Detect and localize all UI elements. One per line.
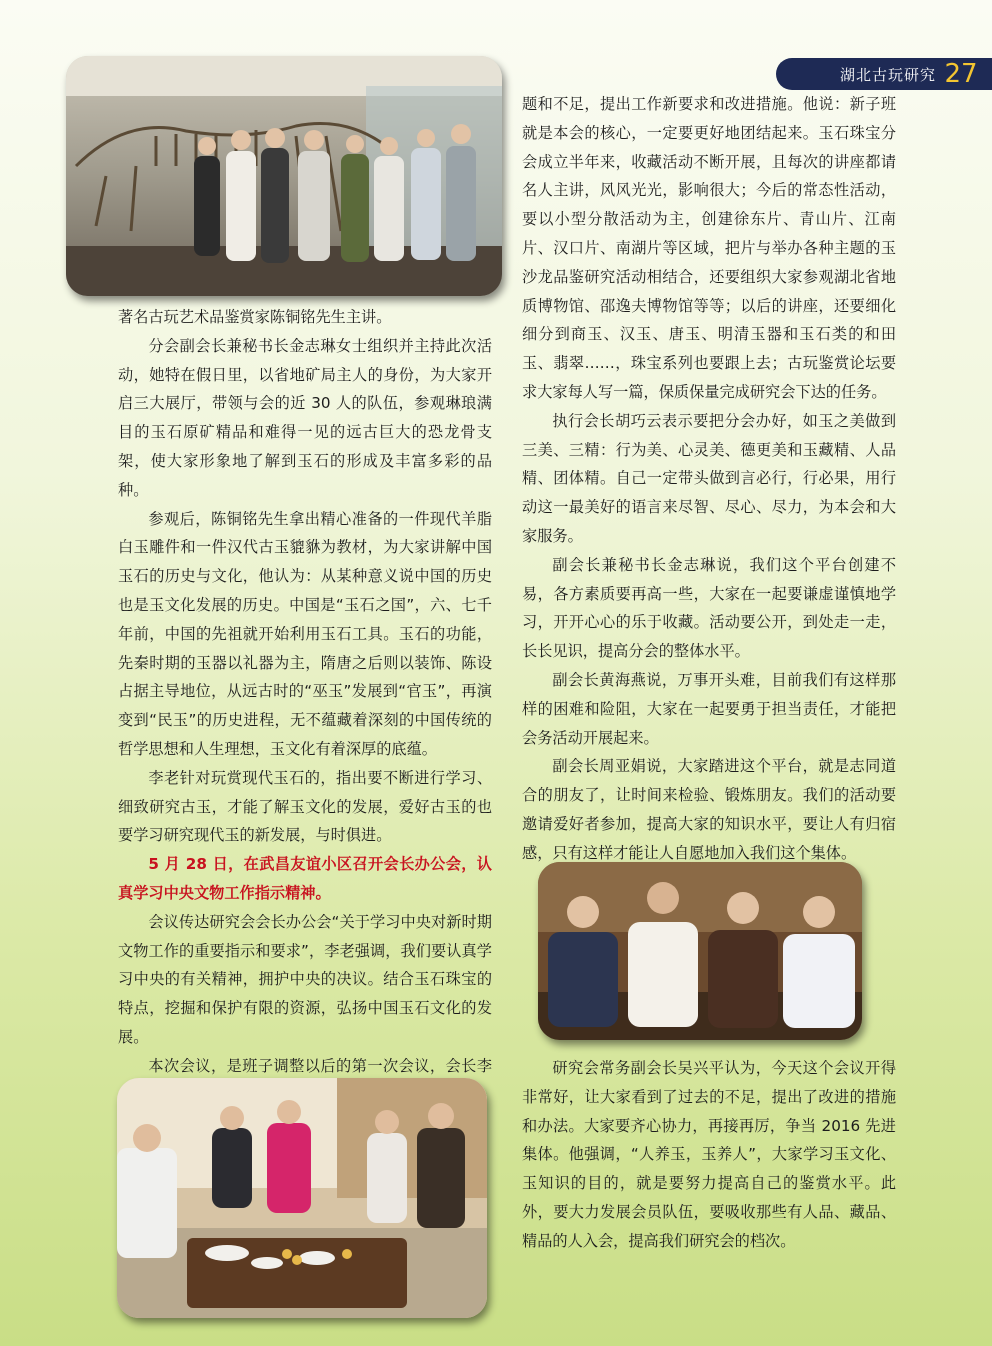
paragraph: 著名古玩艺术品鉴赏家陈铜铭先生主讲。 (118, 308, 392, 326)
museum-group-photo (66, 56, 502, 296)
paragraph: 分会副会长兼秘书长金志琳女士组织并主持此次活动，她特在假日里，以省地矿局主人的身份，为大家开启三大展厅，带领与会的近 30 人的队伍，参观琳琅满目的玉石原矿精品和难得一见的远古巨大的恐龙骨支架，使大家形象地了解到玉石的形成及丰富多彩的品种。 (118, 336, 492, 499)
magazine-title: 湖北古玩研究 (839, 65, 936, 84)
paragraph: 会议传达研究会会长办公会“关于学习中央对新时期文物工作的重要指示和要求”，李老强调，我们要认真学习中央的有关精神，拥护中央的决议。结合玉石珠宝的特点，挖掘和保护有限的资源，弘扬中国玉石文化的发展。 (118, 912, 492, 1046)
paragraph: 李老针对玩赏现代玉石的，指出要不断进行学习、细致研究古玉，才能了解玉文化的发展，爱好古玉的也要学习研究现代玉的新发展，与时俱进。 (118, 768, 492, 845)
paragraph: 副会长周亚娟说，大家踏进这个平台，就是志同道合的朋友了，让时间来检验、锻炼朋友。我们的活动要邀请爱好者参加，提高大家的知识水平，要让人有归宿感，只有这样才能让人自愿地加入我们这个集体。 (522, 757, 896, 862)
paragraph: 本次会议，是班子调整以后的第一次会议，会长李 (148, 1056, 492, 1075)
paragraph: 副会长兼秘书长金志琳说，我们这个平台创建不易，各方素质要再高一些，大家在一起要谦虚谨慎地学习，开开心心的乐于收藏。活动要公开，到处走一走，长长见识，提高分会的整体水平。 (522, 555, 896, 661)
right-text-column-top (522, 90, 896, 868)
paragraph: 研究会常务副会长吴兴平认为，今天这个会议开得非常好，让大家看到了过去的不足，提出了改进的措施和办法。大家要齐心协力，再接再厉，争当 2016 先进集体。他强调，“人养玉，玉养人”，大家学习玉文化、玉知识的目的，就是要努力提高自己的鉴赏水平。此外，要大力发展会员队伍，要吸收那些有人品、藏品、精品的人入会，提高我们研究会的档次。 (522, 1059, 896, 1250)
paragraph: 副会长黄海燕说，万事开头难，目前我们有这样那样的困难和险阻，大家在一起要勇于担当责任，才能把会务活动开展起来。 (522, 670, 896, 747)
left-text-column (118, 303, 492, 1109)
paragraph: 执行会长胡巧云表示要把分会办好，如玉之美做到三美、三精：行为美、心灵美、德更美和玉藏精、人品精、团体精。自己一定带头做到言必行，行必果，用行动这一最美好的语言来尽智、尽心、尽力，为本会和大家服务。 (522, 411, 896, 545)
right-text-column-bottom (522, 1054, 896, 1256)
paragraph: 参观后，陈铜铭先生拿出精心准备的一件现代羊脂白玉雕件和一件汉代古玉貔貅为教材，为大家讲解中国玉石的历史与文化，他认为：从某种意义说中国的历史也是玉文化发展的历史。中国是“玉石之国”，六、七千年前，中国的先祖就开始利用玉石工具。玉石的功能，先秦时期的玉器以礼器为主，隋唐之后则以装饰、陈设占据主导地位，从远古时的“巫玉”发展到“官玉”，再演变到“民玉”的历史进程，无不蕴藏着深刻的中国传统的哲学思想和人生理想，玉文化有着深厚的底蕴。 (118, 509, 492, 758)
meeting-table-photo (117, 1078, 487, 1318)
paragraph: 题和不足，提出工作新要求和改进措施。他说：新子班就是本会的核心，一定要更好地团结起来。玉石珠宝分会成立半年来，收藏活动不断开展，且每次的讲座都请名人主讲，风风光光，影响很大；今后的常态性活动，要以小型分散活动为主，创建徐东片、青山片、江南片、汉口片、南湖片等区域，把片与举办各种主题的玉沙龙品鉴研究活动相结合，还要组织大家参观湖北省地质博物馆、邵逸夫博物馆等等；以后的讲座，还要细化细分到商玉、汉玉、唐玉、明清玉器和玉石类的和田玉、翡翠……，珠宝系列也要跟上去；古玩鉴赏论坛要求大家每人写一篇，保质保量完成研究会下达的任务。 (522, 95, 896, 401)
four-seated-men-photo (538, 862, 862, 1040)
page-number: 27 (944, 59, 978, 89)
meeting-heading: 5 月 28 日，在武昌友谊小区召开会长办公会，认真学习中央文物工作指示精神。 (118, 855, 492, 902)
